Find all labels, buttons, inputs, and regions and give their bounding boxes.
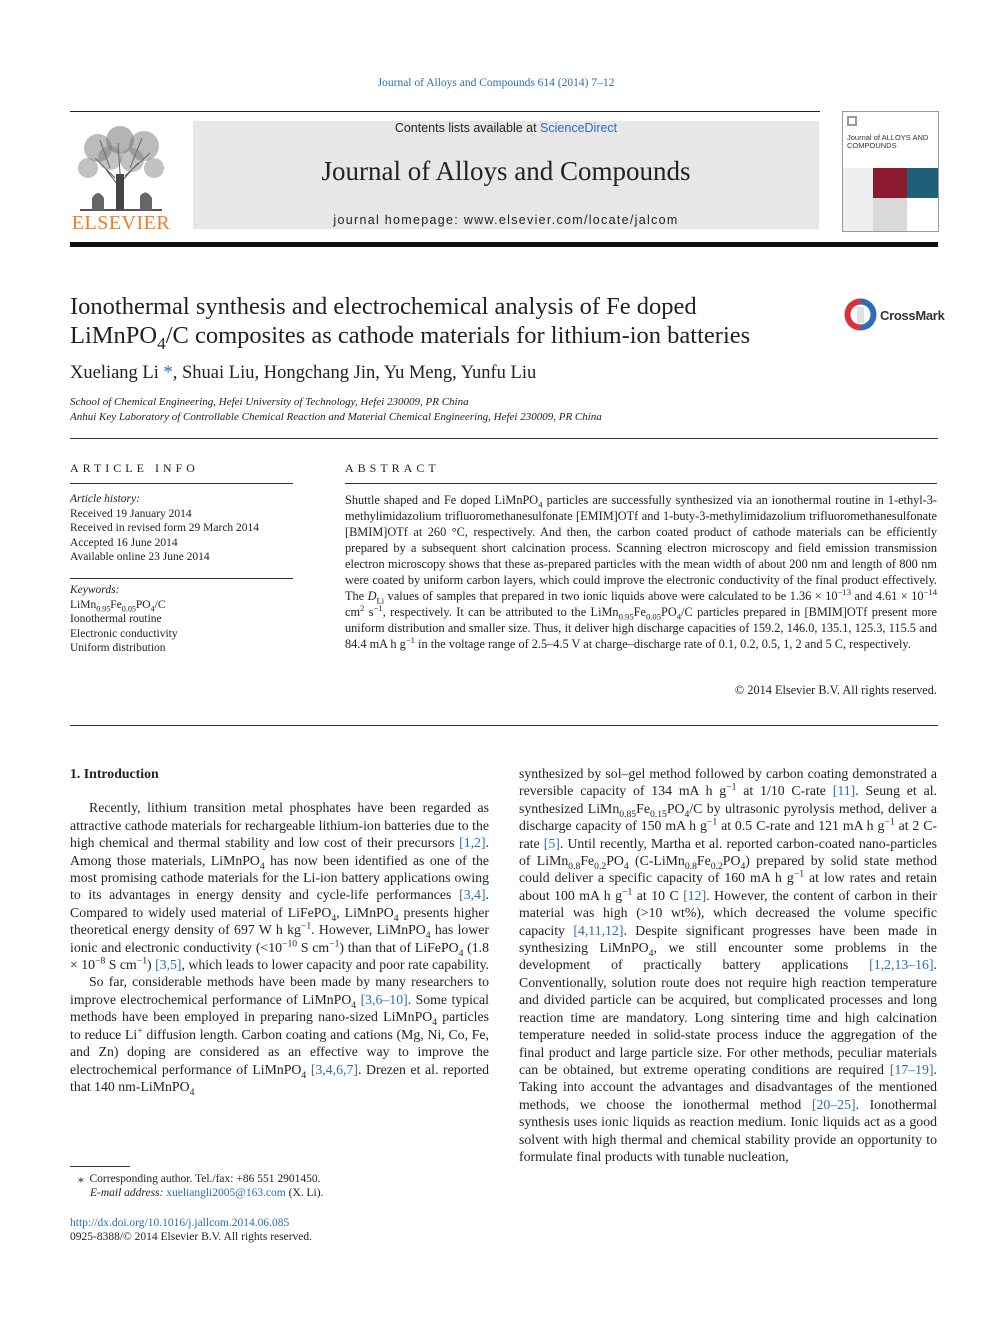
email-suffix: (X. Li). bbox=[285, 1187, 324, 1199]
keywords bbox=[70, 583, 178, 656]
title-line-1: Ionothermal synthesis and electrochemical analysis of Fe doped bbox=[70, 293, 697, 320]
ref-link[interactable]: [3,4] bbox=[459, 887, 486, 903]
ref-link[interactable]: [20–25] bbox=[811, 1096, 856, 1112]
elsevier-tree-logo-icon bbox=[70, 118, 172, 214]
contents-prefix: Contents lists available at bbox=[394, 121, 541, 135]
doi-link[interactable] bbox=[70, 1217, 289, 1229]
crossmark-label[interactable]: CrossMark bbox=[880, 308, 945, 323]
ref-link[interactable]: [3,4,6,7] bbox=[310, 1061, 358, 1077]
keyword-4: Uniform distribution bbox=[70, 642, 166, 654]
abstract-copyright: © 2014 Elsevier B.V. All rights reserved. bbox=[734, 683, 937, 697]
abstract-heading: ABSTRACT bbox=[345, 461, 440, 475]
issn-line: 0925-8388/© 2014 Elsevier B.V. All rights reserved. bbox=[70, 1231, 313, 1243]
keyword-2: Ionothermal routine bbox=[70, 613, 162, 625]
keyword-3: Electronic conductivity bbox=[70, 627, 178, 640]
journal-cover-icon bbox=[842, 111, 939, 232]
keyword-1: $LiMn_{0.95}Fe_{0.05}PO_4/C$ bbox=[70, 598, 166, 613]
title-line-2-pre: LiMnPO bbox=[70, 322, 158, 349]
ref-link[interactable]: [17–19] bbox=[889, 1061, 934, 1077]
cover-light-block bbox=[843, 168, 873, 231]
footnote-rule bbox=[70, 1166, 130, 1167]
revised-date: Received in revised form 29 March 2014 bbox=[70, 522, 260, 534]
section-heading-introduction: 1. Introduction bbox=[70, 766, 159, 781]
elsevier-logo-text: ELSEVIER bbox=[71, 212, 171, 234]
crossmark-icon[interactable] bbox=[843, 297, 878, 332]
ref-link[interactable]: [3,6–10] bbox=[360, 991, 408, 1007]
journal-title: Journal of Alloys and Compounds bbox=[321, 156, 691, 186]
article-info-rule bbox=[70, 483, 293, 484]
corresponding-footnote: ⁎ Corresponding author. Tel./fax: +86 551 2901450. bbox=[78, 1173, 321, 1185]
cover-corner-logo bbox=[847, 116, 857, 126]
body-top-rule bbox=[70, 725, 938, 726]
email-footnote bbox=[90, 1187, 323, 1199]
header-rule bbox=[70, 111, 820, 112]
keywords-rule bbox=[70, 578, 293, 579]
contents-line bbox=[193, 121, 819, 135]
article-history bbox=[70, 492, 259, 565]
ref-link[interactable]: [11] bbox=[832, 783, 856, 799]
body-left-column bbox=[70, 765, 490, 1098]
intro-paragraph-2: So far, considerable methods have been made by many researchers to improve electrochemical performance of LiMnPO$_4$ [3,6–10]. Some typical methods have been employed in preparing nano-sized LiMnPO$_4$ particles to reduce Li+ diffusion length. Carbon coating and cations (Mg, Ni, Co, Fe, and Zn) doping are considered as an effective way to improve the electrochemical performance of LiMnPO$_4$ [3,4,6,7]. Drezen et al. reported that 140 nm-LiMnPO$_4$ bbox=[70, 974, 490, 1098]
affiliation-2: Anhui Key Laboratory of Controllable Chemical Reaction and Material Chemical Engineering, Hefei 230009, PR China bbox=[70, 411, 602, 423]
authors-rest: , Shuai Liu, Hongchang Jin, Yu Meng, Yunfu Liu bbox=[172, 363, 537, 383]
corresponding-text: Corresponding author. Tel./fax: +86 551 2901450. bbox=[89, 1173, 321, 1185]
author-first: Xueliang Li bbox=[70, 363, 159, 383]
ref-link[interactable]: [1,2,13–16] bbox=[869, 957, 934, 973]
corresponding-author-mark[interactable]: * bbox=[158, 363, 173, 383]
cover-title: Journal of ALLOYS AND COMPOUNDS bbox=[847, 133, 929, 150]
title-line-2-sub: 4 bbox=[157, 333, 166, 353]
ref-link[interactable]: [3,5] bbox=[155, 957, 182, 973]
cover-teal-block bbox=[907, 168, 938, 198]
doi-url[interactable]: http://dx.doi.org/10.1016/j.jallcom.2014.06.085 bbox=[70, 1217, 290, 1229]
body-right-column bbox=[519, 765, 937, 1165]
cover-gray-block bbox=[873, 198, 907, 231]
online-date: Available online 23 June 2014 bbox=[70, 551, 210, 563]
ref-link[interactable]: [12] bbox=[683, 887, 707, 903]
article-title bbox=[70, 292, 830, 353]
intro-paragraph-1: Recently, lithium transition metal phosphates have been regarded as attractive cathode materials for rechargeable lithium-ion batteries due to the high chemical and thermal stability and low cost of their precursors [1,2]. Among those materials, LiMnPO$_4$ has now been identified as one of the most promising cathode materials for the Li-ion battery applications owing to its advantages in energy density and cycle-life performances [3,4]. Compared to widely used material of LiFePO$_4$, LiMnPO$_4$ presents higher theoretical energy density of 697 W h $kg^{-1}$. However, LiMnPO$_4$ has lower ionic and electronic conductivity ($<10^{-10}$ S $cm^{-1}$) than that of LiFePO$_4$ ($1.8 \times 10^{-8}$ S $cm^{-1}$) [3,5], which leads to lower capacity and poor rate capability. bbox=[70, 800, 490, 973]
ref-link[interactable]: [4,11,12] bbox=[573, 922, 624, 938]
article-info-heading: ARTICLE INFO bbox=[70, 461, 199, 475]
abstract-rule bbox=[345, 483, 937, 484]
keywords-label: Keywords: bbox=[70, 584, 120, 596]
journal-citation[interactable]: Journal of Alloys and Compounds 614 (2014) 7–12 bbox=[377, 77, 615, 89]
intro-paragraph-2-cont: synthesized by sol–gel method followed by carbon coating demonstrated a reversible capacity of 134 mA h $g^{-1}$ at 1/10 C-rate [11]. Seung et al. synthesized $LiMn_{0.85}Fe_{0.15}PO_4/C$ by ultrasonic pyrolysis method, deliver a discharge capacity of 150 mA h $g^{-1}$ at 0.5 C-rate and 121 mA h $g^{-1}$ at 2 C-rate [5]. Until recently, Martha et al. reported carbon-coated nano-particles of $LiMn_{0.8}Fe_{0.2}PO_4$ $(C-LiMn_{0.8}Fe_{0.2}PO_4)$ prepared by solid state method could deliver a specific capacity of 160 mA h $g^{-1}$ at low rates and retain about 100 mA h $g^{-1}$ at 10 C [12]. However, the content of carbon in their material was high (>10 wt%), which decreased the volume specific capacity [4,11,12]. Despite significant progresses have been made in synthesizing LiMnPO$_4$, we still encounter some problems in the development of practically battery applications [1,2,13–16]. Conventionally, solution route does not require high reaction temperature and divided particle can be acquired, but complicated processes and long reaction time are mandatory. Long sintering time and high calcination temperature needed in solid-state process induce the aggregation of the final product and large particle size. For other methods, peculiar materials can be obtained, but extreme operating conditions are required [17–19]. Taking into account the advantages and disadvantages of the mentioned methods, we choose the ionothermal method [20–25]. Ionothermal synthesis uses ionic liquids as reaction medium. Ionic liquids act as a good solvent with high thermal and chemical stability provide an opportunity to formulate final products with tunable nucleation, bbox=[519, 766, 938, 1164]
email-label: E-mail address: bbox=[90, 1187, 164, 1199]
affiliation-1: School of Chemical Engineering, Hefei University of Technology, Hefei 230009, PR China bbox=[70, 396, 469, 408]
header-thick-rule bbox=[70, 242, 938, 247]
ref-link[interactable]: [1,2] bbox=[459, 835, 486, 851]
received-date: Received 19 January 2014 bbox=[70, 507, 192, 520]
sciencedirect-link[interactable]: ScienceDirect bbox=[540, 121, 618, 135]
cover-red-block bbox=[873, 168, 907, 198]
accepted-date: Accepted 16 June 2014 bbox=[70, 536, 178, 549]
ref-link[interactable]: [5] bbox=[543, 835, 560, 851]
abstract-text: Shuttle shaped and Fe doped LiMnPO$_4$ particles are successfully synthesized via an ionothermal routine in 1-ethyl-3-methylimidazolium trifluoromethanesulfonate [EMIM]OTf and 1-buty-3-methylimidazolium trifluoromethanesulfonate [BMIM]OTf at 260 °C, respectively. And then, the carbon coated product of cathode materials can be efficiently prepared by a subsequent short calcination process. Scanning electron microscopy and field emission transmission electron microscopy shows that these as-prepared particles with the mean width of about 200 nm and length of 800 nm were coated by uniform carbon layers, which could improve the electronic conductivity of the final product effectively. The $D_{Li}$ values of samples that prepared in two ionic liquids above were calculated to be $1.36 \times 10^{-13}$ and $4.61 \times 10^{-14}$ $cm^2$ $s^{-1}$, respectively. It can be attributed to the $LiMn_{0.95}Fe_{0.05}PO_4/C$ particles prepared in [BMIM]OTf present more uniform distribution and smaller size. Thus, it deliver high discharge capacities of 159.2, 146.0, 135.1, 125.3, 115.5 and 84.4 mA h $g^{-1}$ in the voltage range of 2.5–4.5 V at charge–discharge rate of 0.1, 0.2, 0.5, 1, 2 and 5 C, respectively. bbox=[345, 493, 937, 651]
author-list bbox=[70, 363, 536, 384]
history-label: Article history: bbox=[70, 493, 140, 505]
info-top-rule bbox=[70, 438, 938, 439]
title-line-2-post: /C composites as cathode materials for lithium-ion batteries bbox=[165, 322, 751, 349]
email-link[interactable]: xueliangli2005@163.com bbox=[166, 1187, 286, 1199]
journal-homepage[interactable]: journal homepage: www.elsevier.com/locate/jalcom bbox=[333, 213, 679, 227]
